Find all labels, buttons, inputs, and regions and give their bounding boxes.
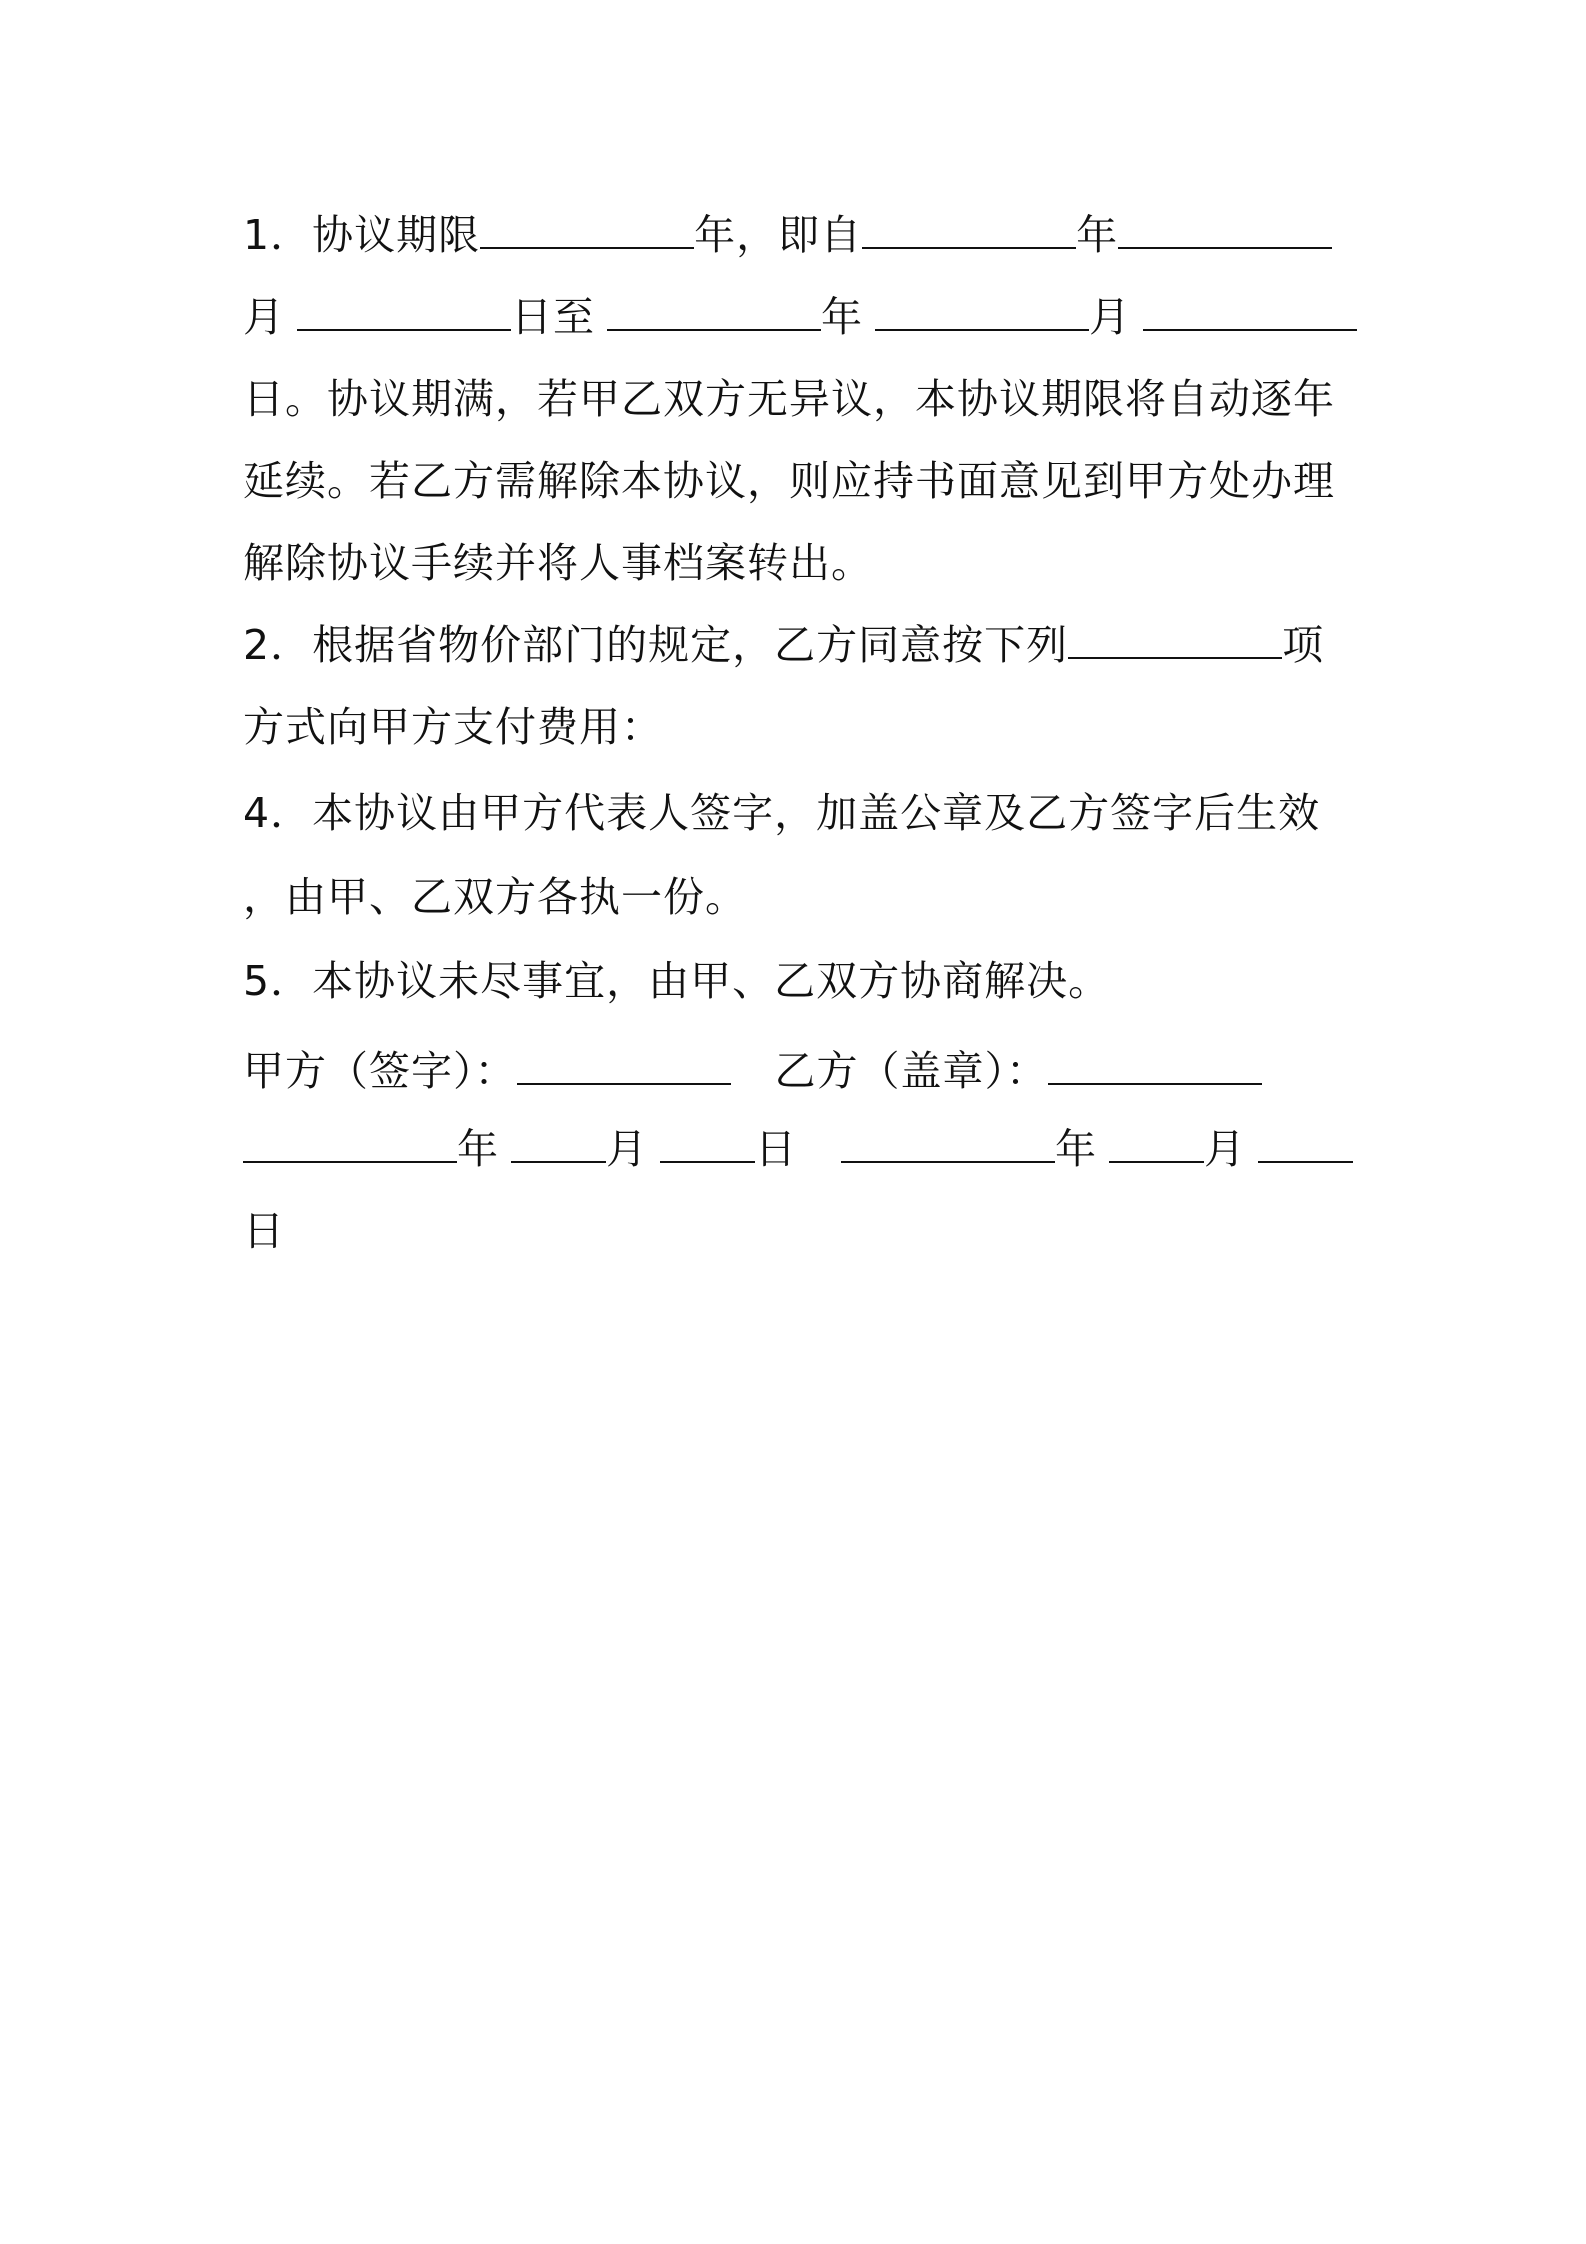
signature-line [243,1043,1353,1099]
party-a-month-blank [511,1125,606,1163]
clause-1-line-4 [243,453,1353,509]
clause-1-line-3 [243,371,1353,427]
party-b-month-label: 月 [1204,1125,1246,1173]
start-day-blank [297,293,511,331]
clause-1-line-1 [243,207,1353,263]
clause-1-text: 日。协议期满，若甲乙双方无异议，本协议期限将自动逐年 [243,375,1335,423]
party-a-year-blank [243,1125,457,1163]
party-a-day-label: 日 [755,1125,797,1173]
start-month-blank [1118,211,1332,249]
clause-1-term-label: 1．协议期限 [243,211,481,259]
clause-2-text: 2．根据省物价部门的规定，乙方同意按下列 [243,621,1069,669]
start-year-blank [862,211,1076,249]
date-line-continued [243,1203,1353,1259]
clause-1-text: 解除协议手续并将人事档案转出。 [243,539,873,587]
end-month-blank [875,293,1089,331]
party-b-year-label: 年 [1055,1125,1097,1173]
date-line [243,1121,1353,1177]
clause-2-line-1 [243,617,1353,673]
clause-1-text: 延续。若乙方需解除本协议，则应持书面意见到甲方处办理 [243,457,1335,505]
clause-5-line-1 [243,953,1353,1009]
party-b-day-blank [1258,1125,1353,1163]
party-b-year-blank [841,1125,1055,1163]
clause-2-text: 方式向甲方支付费用： [243,703,663,751]
clause-2-line-2 [243,699,1353,755]
clause-5-text: 5．本协议未尽事宜，由甲、乙双方协商解决。 [243,957,1111,1005]
party-a-signature-label: 甲方（签字）： [243,1047,517,1095]
clause-1-from-label: 年，即自 [694,211,863,259]
party-a-month-label: 月 [606,1125,648,1173]
end-year-label: 年 [821,293,863,341]
party-b-day-label: 日 [243,1207,285,1255]
end-month-label: 月 [1089,293,1131,341]
party-b-seal-blank [1048,1047,1262,1085]
party-a-year-label: 年 [457,1125,499,1173]
clause-4-line-2 [243,869,1353,925]
clause-1-line-5 [243,535,1353,591]
party-a-signature-blank [517,1047,731,1085]
start-month-label: 月 [243,293,285,341]
clause-2-item-label: 项 [1282,621,1325,669]
term-years-blank [480,211,694,249]
payment-item-blank [1068,621,1282,659]
clause-4-text: 4．本协议由甲方代表人签字，加盖公章及乙方签字后生效 [243,789,1321,837]
clause-4-text: ，由甲、乙双方各执一份。 [243,873,747,921]
end-day-blank [1143,293,1357,331]
party-b-month-blank [1109,1125,1204,1163]
clause-1-line-2 [243,289,1353,345]
clause-4-line-1 [243,785,1353,841]
start-year-label: 年 [1076,211,1119,259]
party-b-seal-label: 乙方（盖章）： [774,1047,1048,1095]
party-a-day-blank [660,1125,755,1163]
end-year-blank [607,293,821,331]
start-day-to-label: 日至 [511,293,595,341]
